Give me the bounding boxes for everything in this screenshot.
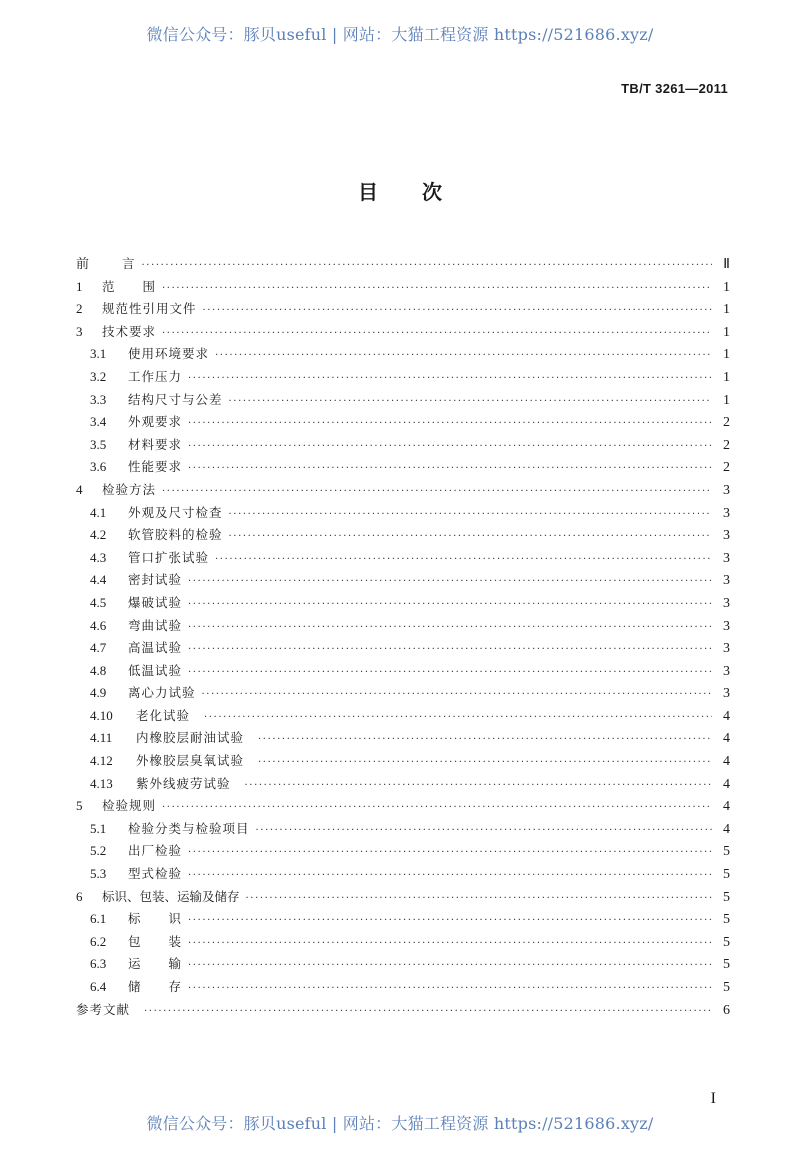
toc-number: 前 [76, 256, 90, 271]
toc-number: 5.3 [90, 866, 107, 882]
toc-page: Ⅱ [723, 257, 730, 272]
toc-label: 外观及尺寸检查 [128, 504, 223, 520]
toc-label: 结构尺寸与公差 [128, 391, 223, 407]
table-of-contents [76, 253, 730, 1021]
toc-number: 4.2 [90, 527, 107, 543]
toc-entry[interactable] [76, 502, 730, 525]
toc-number: 4.5 [90, 594, 107, 610]
toc-number: 3 [76, 323, 83, 339]
toc-page: 2 [723, 460, 730, 476]
toc-label: 型式检验 [128, 866, 183, 882]
toc-number: 4.12 [90, 753, 113, 769]
leader-dots [203, 300, 712, 323]
toc-page: 5 [723, 957, 730, 973]
toc-page: 6 [723, 1002, 730, 1018]
toc-label: 参考文献 [76, 1001, 131, 1017]
toc-label: 使用环境要求 [128, 346, 210, 362]
toc-page: 3 [723, 618, 730, 634]
toc-page: 1 [723, 347, 730, 363]
toc-label: 技术要求 [102, 323, 157, 339]
toc-label: 低温试验 [128, 662, 183, 678]
toc-entry[interactable] [76, 411, 730, 434]
watermark-bottom: 微信公众号：豚贝useful | 网站：大猫工程资源 https://521686.xyz/ [146, 1114, 654, 1133]
leader-dots [162, 323, 712, 346]
toc-number: 4.4 [90, 572, 107, 588]
toc-number: 3.2 [90, 368, 107, 384]
toc-entry[interactable] [76, 863, 730, 886]
leader-dots [188, 865, 712, 888]
toc-entry[interactable] [76, 773, 730, 796]
toc-page: 2 [723, 437, 730, 453]
leader-dots [188, 571, 712, 594]
toc-number: 3.1 [90, 346, 107, 362]
toc-page: 4 [723, 731, 730, 747]
title-char-1: 目 [358, 180, 378, 204]
leader-dots [188, 458, 712, 481]
toc-number: 1 [76, 278, 83, 294]
toc-number: 6.2 [90, 933, 107, 949]
toc-label: 标 识 [128, 911, 183, 927]
watermark-top: 微信公众号：豚贝useful | 网站：大猫工程资源 https://521686.xyz/ [146, 25, 654, 44]
toc-entry[interactable] [76, 321, 730, 344]
toc-number: 6 [76, 888, 83, 904]
toc-label: 运 输 [128, 956, 183, 972]
toc-entry[interactable] [76, 818, 730, 841]
toc-entry[interactable] [76, 434, 730, 457]
toc-page: 3 [723, 641, 730, 657]
leader-dots [188, 955, 712, 978]
toc-page: 4 [723, 821, 730, 837]
toc-number: 4 [76, 481, 83, 497]
toc-entry[interactable] [76, 795, 730, 818]
toc-entry[interactable] [76, 660, 730, 683]
toc-entry[interactable] [76, 840, 730, 863]
toc-number: 4.7 [90, 640, 107, 656]
toc-page: 3 [723, 505, 730, 521]
toc-entry[interactable] [76, 727, 730, 750]
toc-entry[interactable] [76, 615, 730, 638]
toc-label: 材料要求 [128, 436, 183, 452]
toc-entry[interactable] [76, 637, 730, 660]
toc-page: 1 [723, 302, 730, 318]
toc-label: 言 [122, 256, 136, 271]
toc-label: 检验方法 [102, 481, 157, 497]
toc-number: 2 [76, 301, 83, 317]
toc-page: 5 [723, 867, 730, 883]
toc-number: 6.3 [90, 956, 107, 972]
toc-number: 6.4 [90, 979, 107, 994]
toc-entry[interactable] [76, 524, 730, 547]
leader-dots [188, 594, 712, 617]
toc-label: 老化试验 [136, 707, 191, 723]
toc-number: 4.1 [90, 504, 107, 520]
toc-label: 检验规则 [102, 798, 157, 814]
toc-page: 5 [723, 844, 730, 860]
toc-page: 3 [723, 663, 730, 679]
leader-dots [188, 842, 712, 865]
toc-number: 3.6 [90, 459, 107, 475]
leader-dots [229, 526, 712, 549]
leader-dots [188, 662, 712, 685]
leader-dots [144, 1001, 712, 1024]
toc-number: 4.11 [90, 730, 113, 746]
leader-dots [188, 436, 712, 459]
leader-dots [245, 775, 712, 798]
toc-page: 4 [723, 754, 730, 770]
toc-number: 4.13 [90, 775, 113, 791]
toc-page: 5 [723, 889, 730, 905]
toc-number: 3.3 [90, 391, 107, 407]
toc-entry-foreword[interactable] [76, 253, 730, 276]
toc-number: 5.1 [90, 820, 107, 836]
toc-page: 5 [723, 912, 730, 928]
toc-entry[interactable] [76, 592, 730, 615]
leader-dots [188, 978, 712, 1001]
title-char-2: 次 [422, 180, 442, 204]
toc-label: 软管胶料的检验 [128, 527, 223, 543]
toc-page: 1 [723, 279, 730, 295]
toc-label: 性能要求 [128, 459, 183, 475]
toc-number: 4.3 [90, 549, 107, 565]
toc-page: 3 [723, 528, 730, 544]
toc-entry[interactable] [76, 953, 730, 976]
toc-entry-references[interactable] [76, 999, 730, 1022]
toc-entry[interactable] [76, 750, 730, 773]
leader-dots [215, 345, 712, 368]
toc-number: 5 [76, 798, 83, 814]
leader-dots [204, 707, 712, 730]
leader-dots [188, 910, 712, 933]
toc-entry[interactable] [76, 908, 730, 931]
toc-number: 4.8 [90, 662, 107, 678]
leader-dots [258, 729, 712, 752]
toc-label: 管口扩张试验 [128, 549, 210, 565]
leader-dots [256, 820, 712, 843]
toc-label: 检验分类与检验项目 [128, 820, 250, 836]
toc-page: 2 [723, 415, 730, 431]
toc-label: 规范性引用文件 [102, 301, 197, 317]
leader-dots [188, 639, 712, 662]
leader-dots [162, 797, 712, 820]
toc-number: 3.4 [90, 414, 107, 430]
toc-number: 6.1 [90, 911, 107, 927]
toc-label: 包 装 [128, 933, 183, 949]
page-number: I [710, 1090, 716, 1107]
toc-page: 4 [723, 776, 730, 792]
leader-dots [188, 368, 712, 391]
leader-dots [188, 617, 712, 640]
toc-entry[interactable] [76, 276, 730, 299]
toc-number: 5.2 [90, 843, 107, 859]
toc-label: 紫外线疲劳试验 [136, 775, 231, 791]
toc-entry[interactable] [76, 479, 730, 502]
toc-page: 5 [723, 980, 730, 995]
toc-page: 3 [723, 550, 730, 566]
leader-dots [229, 391, 712, 414]
toc-entry[interactable] [76, 298, 730, 321]
leader-dots [202, 684, 712, 707]
toc-label: 高温试验 [128, 640, 183, 656]
toc-entry[interactable] [76, 705, 730, 728]
toc-entry[interactable] [76, 456, 730, 479]
toc-page: 3 [723, 482, 730, 498]
toc-entry[interactable] [76, 976, 730, 999]
toc-page: 1 [723, 369, 730, 385]
toc-label: 离心力试验 [128, 685, 196, 701]
toc-entry[interactable] [76, 389, 730, 412]
toc-label: 爆破试验 [128, 594, 183, 610]
page-title [0, 176, 800, 205]
leader-dots [215, 549, 712, 572]
toc-page: 1 [723, 324, 730, 340]
document-code: TB/T 3261—2011 [621, 81, 728, 96]
toc-number: 4.6 [90, 617, 107, 633]
leader-dots [188, 413, 712, 436]
leader-dots [246, 888, 712, 911]
toc-label: 外观要求 [128, 414, 183, 430]
toc-label: 储 存 [128, 979, 183, 994]
toc-entry[interactable] [76, 343, 730, 366]
leader-dots [162, 278, 712, 301]
toc-number: 4.9 [90, 685, 107, 701]
leader-dots [188, 933, 712, 956]
toc-label: 出厂检验 [128, 843, 183, 859]
toc-page: 3 [723, 595, 730, 611]
toc-page: 3 [723, 573, 730, 589]
toc-entry[interactable] [76, 682, 730, 705]
toc-page: 4 [723, 708, 730, 724]
toc-label: 范 围 [102, 278, 157, 294]
toc-entry[interactable] [76, 366, 730, 389]
toc-page: 4 [723, 799, 730, 815]
toc-entry[interactable] [76, 569, 730, 592]
toc-label: 密封试验 [128, 572, 183, 588]
toc-entry[interactable] [76, 886, 730, 909]
toc-page: 1 [723, 392, 730, 408]
leader-dots [229, 504, 712, 527]
toc-label: 标识、包装、运输及储存 [102, 888, 240, 904]
toc-entry[interactable] [76, 931, 730, 954]
toc-entry[interactable] [76, 547, 730, 570]
leader-dots [142, 255, 712, 278]
toc-page: 5 [723, 934, 730, 950]
toc-number: 4.10 [90, 707, 113, 723]
leader-dots [258, 752, 712, 775]
toc-label: 外橡胶层臭氧试验 [136, 753, 245, 769]
toc-label: 工作压力 [128, 368, 183, 384]
leader-dots [162, 481, 712, 504]
toc-label: 弯曲试验 [128, 617, 183, 633]
toc-label: 内橡胶层耐油试验 [136, 730, 245, 746]
toc-number: 3.5 [90, 436, 107, 452]
toc-page: 3 [723, 686, 730, 702]
